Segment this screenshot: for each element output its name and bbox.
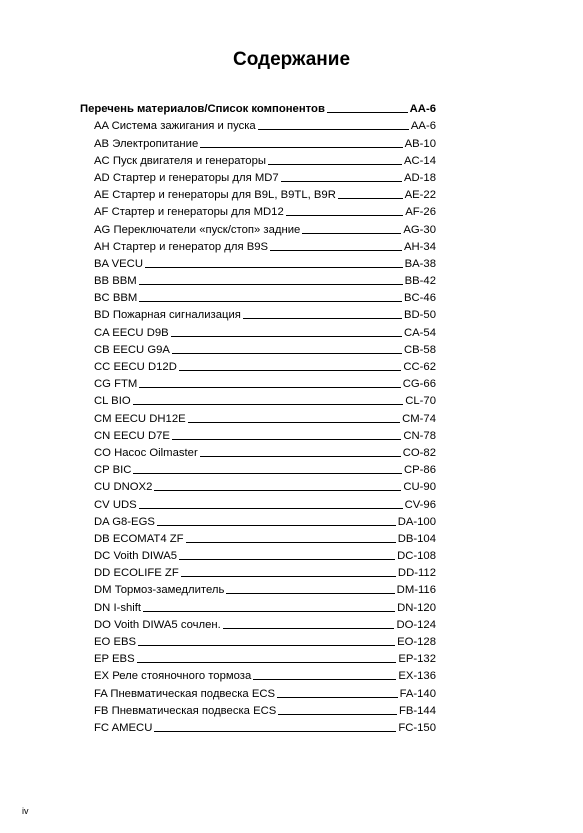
toc-leader-line bbox=[171, 336, 402, 337]
toc-entry-label: FA Пневматическая подвеска ECS bbox=[94, 687, 276, 700]
toc-entry-page: BD-50 bbox=[403, 309, 436, 322]
toc-entry bbox=[80, 443, 436, 460]
toc-entry bbox=[80, 391, 436, 408]
toc-entry-label: CM EECU DH12E bbox=[94, 412, 186, 425]
toc-entry-label: CB EECU G9A bbox=[94, 343, 170, 356]
toc-entry bbox=[80, 408, 436, 425]
toc-entry-label: CC EECU D12D bbox=[94, 361, 177, 373]
toc-leader-line bbox=[143, 611, 395, 612]
toc-entry bbox=[80, 615, 436, 632]
toc-entry-label: EO EBS bbox=[94, 636, 137, 648]
toc-leader-line bbox=[133, 473, 402, 474]
toc-entry-label: EP EBS bbox=[94, 653, 135, 666]
toc-entry bbox=[80, 477, 436, 494]
toc-leader-line bbox=[253, 679, 396, 680]
toc-entry-label: DA G8-EGS bbox=[94, 515, 155, 528]
toc-entry-label: CL BIO bbox=[94, 395, 131, 408]
toc-entry-page: DN-120 bbox=[397, 601, 436, 614]
toc-leader-line bbox=[200, 456, 401, 457]
table-of-contents bbox=[80, 99, 436, 735]
toc-entry bbox=[80, 546, 436, 563]
toc-leader-line bbox=[243, 318, 402, 319]
toc-entry-label: CG FTM bbox=[94, 378, 138, 391]
toc-entry bbox=[80, 666, 436, 683]
toc-entry-page: DC-108 bbox=[397, 550, 436, 563]
toc-entry-label: CO Насос Oilmaster bbox=[94, 446, 198, 459]
toc-entry-label: CV UDS bbox=[94, 498, 137, 511]
toc-leader-line bbox=[138, 645, 395, 646]
toc-entry-label: CP BIC bbox=[94, 464, 132, 477]
toc-entry-page: CP-86 bbox=[403, 464, 436, 477]
toc-leader-line bbox=[145, 267, 403, 268]
toc-entry bbox=[80, 563, 436, 580]
toc-entry bbox=[80, 701, 436, 718]
toc-entry-label: AB Электропитание bbox=[94, 137, 199, 150]
toc-entry bbox=[80, 237, 436, 254]
toc-entry bbox=[80, 529, 436, 546]
toc-leader-line bbox=[154, 490, 401, 491]
toc-entry-label: DC Voith DIWA5 bbox=[94, 550, 178, 563]
toc-entry-page: CN-78 bbox=[403, 429, 436, 442]
toc-entry-label: AC Пуск двигателя и генераторы bbox=[94, 154, 266, 167]
toc-entry bbox=[80, 133, 436, 150]
toc-leader-line bbox=[270, 250, 402, 251]
toc-entry bbox=[80, 580, 436, 597]
toc-leader-line bbox=[137, 662, 397, 663]
toc-entry-page: AC-14 bbox=[403, 154, 436, 167]
toc-entry-page: DA-100 bbox=[397, 515, 436, 528]
toc-entry-label: Перечень материалов/Список компонентов bbox=[80, 103, 325, 116]
toc-entry-page: FB-144 bbox=[398, 704, 436, 717]
toc-entry-page: DO-124 bbox=[396, 618, 436, 631]
toc-entry-page: AE-22 bbox=[404, 189, 436, 202]
toc-entry bbox=[80, 649, 436, 666]
toc-entry-label: BC BBM bbox=[94, 292, 138, 305]
toc-entry-page: CB-58 bbox=[403, 343, 436, 356]
toc-leader-line bbox=[172, 353, 402, 354]
toc-entry bbox=[80, 632, 436, 649]
toc-entry bbox=[80, 460, 436, 477]
toc-entry bbox=[80, 322, 436, 339]
toc-entry-page: EX-136 bbox=[398, 670, 436, 683]
toc-leader-line bbox=[268, 164, 402, 165]
toc-entry-label: AH Стартер и генератор для B9S bbox=[94, 240, 269, 253]
toc-entry-label: AA Система зажигания и пуска bbox=[94, 120, 256, 133]
toc-entry bbox=[80, 202, 436, 219]
toc-entry-page: AH-34 bbox=[403, 240, 436, 253]
toc-leader-line bbox=[139, 508, 403, 509]
toc-entry-label: DM Тормоз-замедлитель bbox=[94, 584, 225, 597]
toc-entry bbox=[80, 597, 436, 614]
toc-entry-label: CA EECU D9B bbox=[94, 326, 169, 339]
toc-leader-line bbox=[277, 697, 397, 698]
toc-entry-page: CV-96 bbox=[404, 498, 436, 511]
toc-entry bbox=[80, 305, 436, 322]
toc-entry-label: DB ECOMAT4 ZF bbox=[94, 532, 184, 545]
toc-entry-page: BC-46 bbox=[403, 292, 436, 305]
toc-entry bbox=[80, 340, 436, 357]
toc-leader-line bbox=[281, 181, 402, 182]
toc-entry-page: CC-62 bbox=[403, 361, 436, 373]
toc-entry-page: DB-104 bbox=[397, 532, 436, 545]
toc-entry-page: AD-18 bbox=[403, 171, 436, 184]
toc-entry bbox=[80, 254, 436, 271]
toc-entry-label: EX Реле стояночного тормоза bbox=[94, 670, 252, 683]
toc-entry-label: CN EECU D7E bbox=[94, 429, 170, 442]
toc-entry-page: DD-112 bbox=[397, 567, 436, 580]
toc-entry-label: FC AMECU bbox=[94, 721, 153, 734]
toc-entry-page: EO-128 bbox=[397, 636, 436, 648]
toc-entry bbox=[80, 168, 436, 185]
toc-section-heading bbox=[80, 99, 436, 116]
page-title: Содержание bbox=[232, 49, 351, 70]
toc-entry bbox=[80, 357, 436, 374]
toc-entry-page: FC-150 bbox=[398, 721, 436, 734]
toc-entry-label: FB Пневматическая подвеска ECS bbox=[94, 704, 277, 717]
toc-entry-page: CG-66 bbox=[402, 378, 436, 391]
toc-leader-line bbox=[172, 439, 401, 440]
toc-leader-line bbox=[327, 112, 408, 113]
toc-entry-label: AG Переключатели «пуск/стоп» задние bbox=[94, 223, 301, 236]
toc-entry bbox=[80, 718, 436, 735]
toc-leader-line bbox=[181, 576, 396, 577]
toc-entry-page: AG-30 bbox=[403, 223, 436, 236]
toc-entry-label: AE Стартер и генераторы для B9L, B9TL, B9R bbox=[94, 189, 336, 202]
toc-entry-label: AF Стартер и генераторы для MD12 bbox=[94, 206, 284, 219]
toc-leader-line bbox=[139, 284, 403, 285]
toc-leader-line bbox=[223, 628, 395, 629]
toc-leader-line bbox=[258, 129, 409, 130]
toc-entry-label: CU DNOX2 bbox=[94, 481, 153, 494]
toc-entry-label: BB BBM bbox=[94, 275, 137, 288]
toc-entry-page: DM-116 bbox=[396, 584, 436, 597]
toc-entry-page: EP-132 bbox=[398, 653, 436, 666]
toc-entry-page: AA-6 bbox=[409, 103, 436, 116]
toc-entry-label: DO Voith DIWA5 сочлен. bbox=[94, 618, 221, 631]
toc-entry-page: CU-90 bbox=[403, 481, 436, 494]
toc-entry bbox=[80, 219, 436, 236]
toc-leader-line bbox=[338, 198, 403, 199]
toc-leader-line bbox=[139, 387, 400, 388]
toc-entry-page: AF-26 bbox=[405, 206, 436, 219]
toc-entry bbox=[80, 374, 436, 391]
toc-leader-line bbox=[302, 233, 401, 234]
toc-entry bbox=[80, 116, 436, 133]
page-number: iv bbox=[22, 806, 29, 816]
toc-leader-line bbox=[133, 404, 404, 405]
toc-leader-line bbox=[226, 593, 394, 594]
toc-leader-line bbox=[286, 215, 403, 216]
toc-entry-label: DN I-shift bbox=[94, 601, 142, 614]
toc-entry-page: AA-6 bbox=[410, 120, 436, 133]
toc-leader-line bbox=[179, 559, 395, 560]
toc-entry bbox=[80, 288, 436, 305]
toc-entry bbox=[80, 683, 436, 700]
toc-entry-page: BA-38 bbox=[404, 257, 436, 270]
toc-entry-page: CM-74 bbox=[402, 412, 436, 425]
toc-leader-line bbox=[179, 370, 401, 371]
toc-entry-page: FA-140 bbox=[399, 687, 436, 700]
toc-entry-label: BD Пожарная сигнализация bbox=[94, 309, 241, 322]
toc-entry bbox=[80, 494, 436, 511]
toc-entry bbox=[80, 185, 436, 202]
toc-entry-page: CL-70 bbox=[405, 395, 436, 408]
toc-leader-line bbox=[139, 301, 402, 302]
toc-entry bbox=[80, 426, 436, 443]
toc-entry-page: CO-82 bbox=[402, 446, 436, 459]
toc-entry bbox=[80, 512, 436, 529]
toc-leader-line bbox=[188, 422, 400, 423]
toc-leader-line bbox=[278, 714, 397, 715]
toc-leader-line bbox=[157, 525, 396, 526]
toc-entry bbox=[80, 151, 436, 168]
toc-entry-label: BA VECU bbox=[94, 257, 143, 270]
toc-entry-page: AB-10 bbox=[404, 137, 436, 150]
toc-entry bbox=[80, 271, 436, 288]
toc-leader-line bbox=[200, 147, 402, 148]
toc-leader-line bbox=[186, 542, 396, 543]
toc-leader-line bbox=[154, 731, 396, 732]
toc-entry-page: BB-42 bbox=[404, 275, 436, 288]
toc-entry-label: AD Стартер и генераторы для MD7 bbox=[94, 171, 279, 184]
toc-entry-label: DD ECOLIFE ZF bbox=[94, 567, 179, 580]
toc-entry-page: CA-54 bbox=[403, 326, 436, 339]
